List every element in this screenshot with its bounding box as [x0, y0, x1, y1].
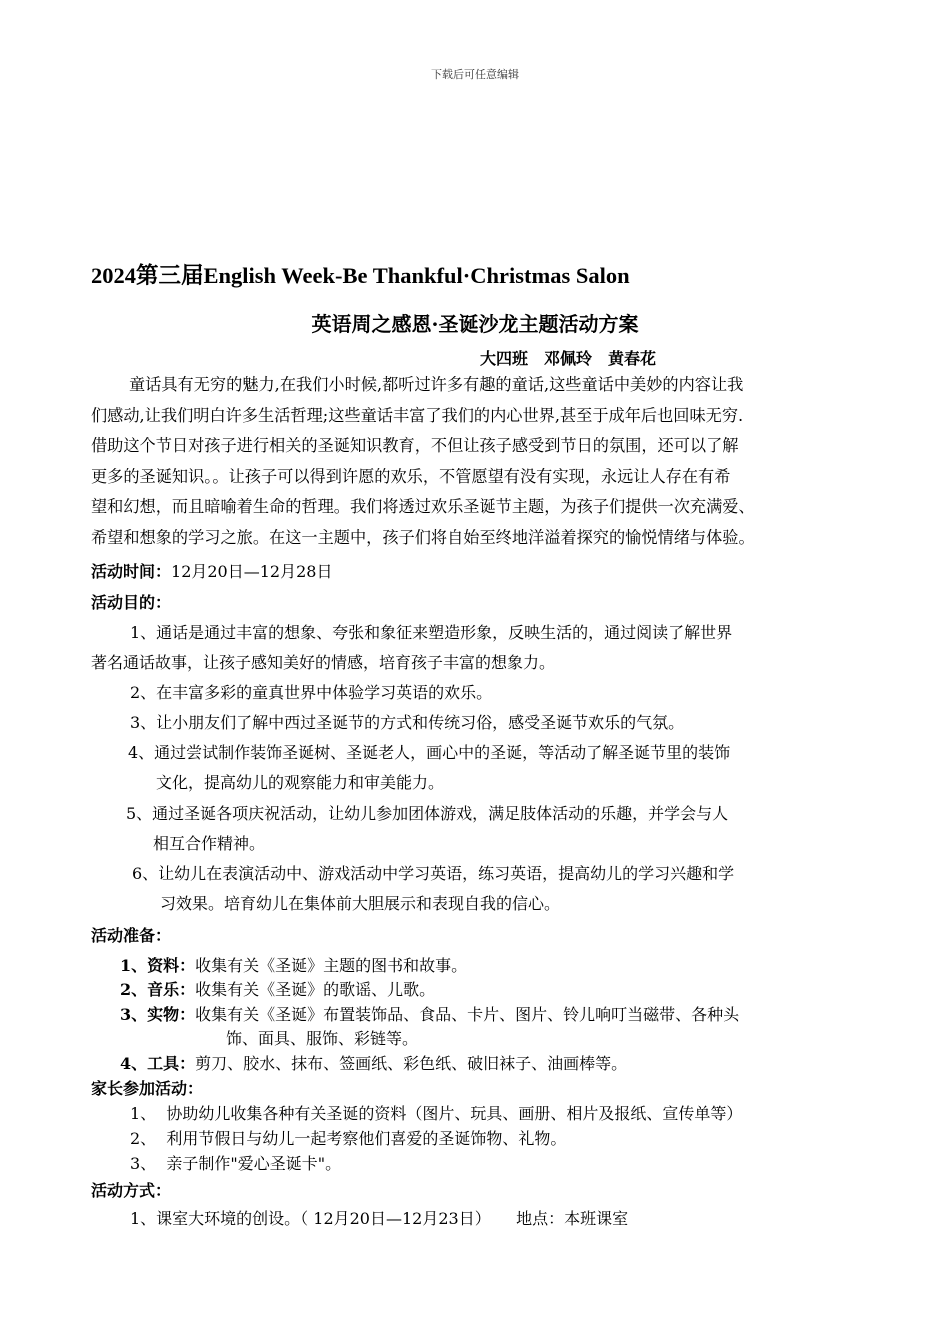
document-title: 2024第三届English Week-Be Thankful·Christmas Salon — [91, 263, 630, 288]
prep-item-text: 收集有关《圣诞》的歌谣、儿歌。 — [195, 980, 436, 999]
prep-item-name: 音乐： — [147, 980, 196, 999]
activity-time — [91, 559, 332, 582]
parents-item-text: 亲子制作"爱心圣诞卡"。 — [166, 1154, 342, 1173]
parents-item-num: 1、 — [130, 1104, 157, 1123]
prep-item-text: 收集有关《圣诞》布置装饰品、食品、卡片、图片、铃儿响叮当磁带、各种头 — [195, 1005, 740, 1024]
prep-item — [120, 1002, 739, 1025]
intro-line: 更多的圣诞知识。。让孩子可以得到许愿的欢乐，不管愿望有没有实现，永远让人存在有希 — [91, 466, 731, 486]
parents-item-num: 2、 — [130, 1129, 157, 1148]
parents-item — [130, 1101, 742, 1124]
goal-item-line: 3、让小朋友们了解中西过圣诞节的方式和传统习俗，感受圣诞节欢乐的气氛。 — [130, 713, 685, 732]
prep-item-name: 工具： — [147, 1054, 196, 1073]
prep-item-continued: 饰、面具、服饰、彩链等。 — [226, 1029, 419, 1048]
parents-item-text: 利用节假日与幼儿一起考察他们喜爱的圣诞饰物、礼物。 — [166, 1129, 567, 1148]
parents-item — [130, 1126, 566, 1149]
prep-item-num: 2、 — [120, 980, 148, 999]
methods-item-text: 1、课室大环境的创设。（ 12月20日—12月23日） — [130, 1209, 491, 1228]
prep-item — [120, 1051, 627, 1074]
prep-item — [120, 953, 467, 976]
parents-heading: 家长参加活动： — [91, 1079, 204, 1098]
header-note: 下载后可任意编辑 — [431, 68, 519, 81]
prep-item — [120, 977, 435, 1000]
goal-item-line: 2、在丰富多彩的童真世界中体验学习英语的欢乐。 — [130, 683, 493, 702]
intro-line: 望和幻想，而且暗喻着生命的哲理。我们将透过欢乐圣诞节主题，为孩子们提供一次充满爱、 — [91, 497, 755, 516]
goal-item-line: 文化，提高幼儿的观察能力和审美能力。 — [156, 773, 445, 792]
goal-item-line: 4、通过尝试制作装饰圣诞树、圣诞老人，画心中的圣诞，等活动了解圣诞节里的装饰 — [128, 743, 731, 762]
goals-heading: 活动目的： — [91, 593, 172, 612]
prep-item-text: 剪刀、胶水、抹布、签画纸、彩色纸、破旧袜子、油画棒等。 — [195, 1054, 628, 1073]
goal-item-line: 6、让幼儿在表演活动中、游戏活动中学习英语，练习英语，提高幼儿的学习兴趣和学 — [132, 864, 735, 883]
goal-item-line: 5、通过圣诞各项庆祝活动，让幼儿参加团体游戏，满足肢体活动的乐趣，并学会与人 — [126, 804, 729, 823]
activity-time-value: 12月20日—12月28日 — [171, 562, 333, 581]
prep-item-name: 实物： — [147, 1005, 196, 1024]
prep-item-num: 3、 — [120, 1005, 148, 1024]
goal-item-line: 著名通话故事，让孩子感知美好的情感，培育孩子丰富的想象力。 — [91, 653, 556, 672]
intro-paragraph — [91, 370, 871, 553]
goal-item-line: 相互合作精神。 — [153, 834, 266, 853]
goal-item-line: 1、通话是通过丰富的想象、夸张和象征来塑造形象，反映生活的，通过阅读了解世界 — [130, 623, 733, 642]
document-subtitle: 英语周之感恩·圣诞沙龙主题活动方案 — [311, 312, 639, 336]
intro-line: 们感动,让我们明白许多生活哲理;这些童话丰富了我们的内心世界,甚至于成年后也回味无穷. — [91, 405, 744, 425]
activity-time-label: 活动时间： — [91, 562, 172, 581]
intro-line: 借助这个节日对孩子进行相关的圣诞知识教育，不但让孩子感受到节日的氛围，还可以了解 — [91, 436, 739, 455]
prep-item-num: 4、 — [120, 1054, 148, 1073]
methods-heading: 活动方式： — [91, 1181, 172, 1200]
prep-item-text: 收集有关《圣诞》主题的图书和故事。 — [195, 956, 468, 975]
parents-item — [130, 1151, 341, 1174]
prep-item-name: 资料： — [147, 956, 196, 975]
intro-line: 童话具有无穷的魅力,在我们小时候,都听过许多有趣的童话,这些童话中美妙的内容让我 — [129, 375, 744, 394]
parents-item-text: 协助幼儿收集各种有关圣诞的资料（图片、玩具、画册、相片及报纸、宣传单等） — [166, 1104, 743, 1123]
parents-item-num: 3、 — [130, 1154, 157, 1173]
methods-item — [130, 1206, 628, 1229]
authors: 大四班 邓佩玲 黄春花 — [480, 349, 657, 368]
goal-item-line: 习效果。培育幼儿在集体前大胆展示和表现自我的信心。 — [160, 894, 561, 913]
intro-line: 希望和想象的学习之旅。在这一主题中，孩子们将自始至终地洋溢着探究的愉悦情绪与体验。 — [91, 527, 755, 547]
methods-item-place: 地点：本班课室 — [516, 1209, 629, 1228]
prep-item-num: 1、 — [120, 956, 148, 975]
prep-heading: 活动准备： — [91, 926, 172, 945]
